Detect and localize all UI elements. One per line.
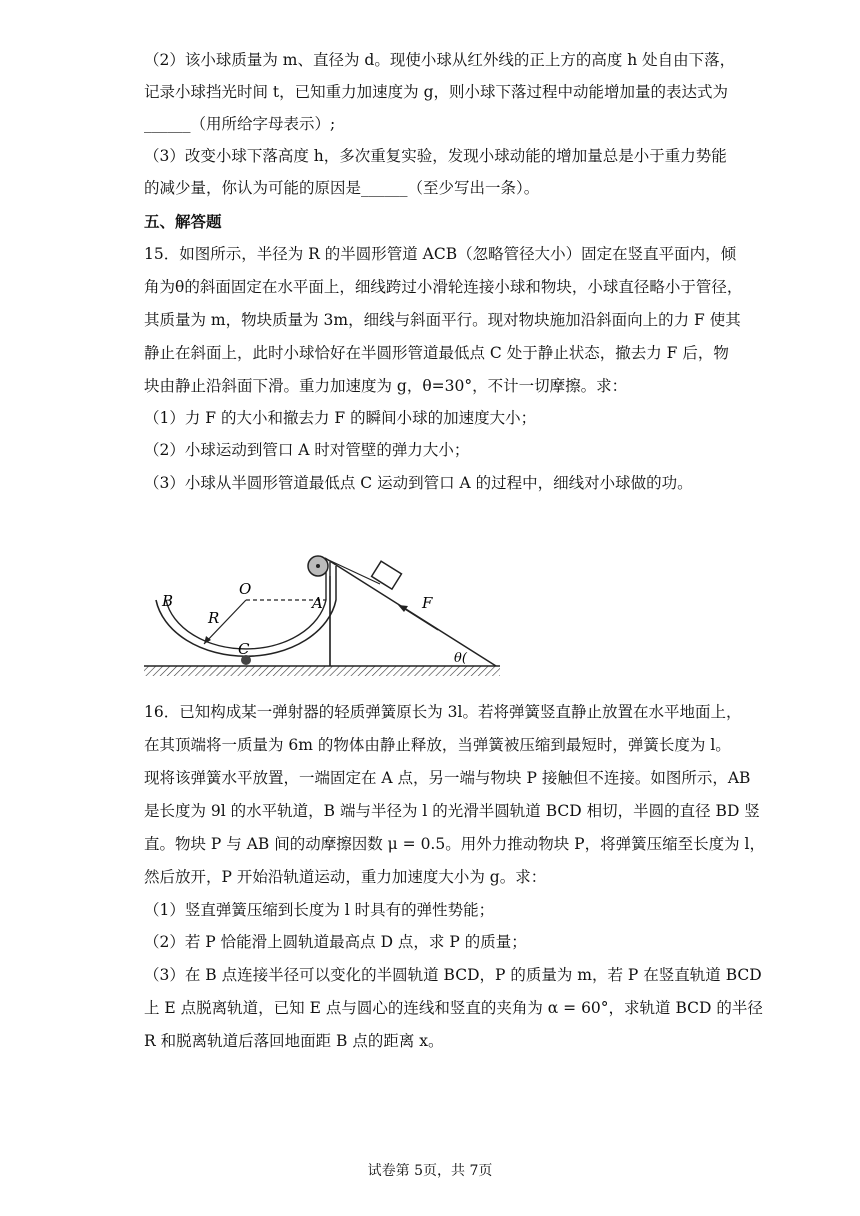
q16-sub3-line3: R 和脱离轨道后落回地面距 B 点的距离 x。 bbox=[144, 1032, 444, 1050]
page-footer: 试卷第 5页，共 7页 bbox=[367, 1163, 493, 1179]
ground-hatch bbox=[144, 666, 500, 676]
q15-line2: 角为θ的斜面固定在水平面上，细线跨过小滑轮连接小球和物块，小球直径略小于管径， bbox=[144, 278, 743, 296]
q16-line4: 是长度为 9l 的水平轨道，B 端与半径为 l 的光滑半圆轨道 BCD 相切，半圆的直径 BD 竖 bbox=[144, 802, 760, 820]
q16-line5: 直。物块 P 与 AB 间的动摩擦因数 μ = 0.5。用外力推动物块 P，将弹簧压缩至长度为 l， bbox=[144, 835, 765, 853]
q16-sub2: （2）若 P 恰能滑上圆轨道最高点 D 点，求 P 的质量； bbox=[144, 933, 527, 951]
q15-line1: 15．如图所示，半径为 R 的半圆形管道 ACB（忽略管径大小）固定在竖直平面内，倾 bbox=[144, 245, 737, 263]
q14-part3-line1: （3）改变小球下落高度 h，多次重复实验，发现小球动能的增加量总是小于重力势能 bbox=[144, 147, 727, 165]
q16-line1: 16．已知构成某一弹射器的轻质弹簧原长为 3l。若将弹簧竖直静止放置在水平地面上， bbox=[144, 703, 742, 721]
label-A: A bbox=[312, 594, 323, 612]
q14-part2-line2: 记录小球挡光时间 t，已知重力加速度为 g，则小球下落过程中动能增加量的表达式为 bbox=[144, 83, 729, 101]
q15-line3: 其质量为 m，物块质量为 3m，细线与斜面平行。现对物块施加沿斜面向上的力 F 使其 bbox=[144, 311, 741, 329]
block bbox=[372, 561, 402, 589]
q16-sub3-line1: （3）在 B 点连接半径可以变化的半圆轨道 BCD，P 的质量为 m，若 P 在竖直轨道 BCD bbox=[144, 966, 762, 984]
pulley-axle bbox=[316, 564, 320, 568]
q14-part2-line1: （2）该小球质量为 m、直径为 d。现使小球从红外线的正上方的高度 h 处自由下落， bbox=[144, 51, 736, 69]
string bbox=[320, 556, 380, 584]
label-theta: θ( bbox=[454, 651, 467, 666]
q15-figure bbox=[140, 540, 505, 680]
q16-line2: 在其顶端将一质量为 6m 的物体由静止释放，当弹簧被压缩到最短时，弹簧长度为 l。 bbox=[144, 736, 731, 754]
q16-line6: 然后放开，P 开始沿轨道运动，重力加速度大小为 g。求： bbox=[144, 868, 547, 886]
q16-sub1: （1）竖直弹簧压缩到长度为 l 时具有的弹性势能； bbox=[144, 901, 495, 919]
q15-sub3: （3）小球从半圆形管道最低点 C 运动到管口 A 的过程中，细线对小球做的功。 bbox=[144, 474, 693, 492]
q15-sub2: （2）小球运动到管口 A 时对管壁的弹力大小； bbox=[144, 441, 470, 459]
q14-part3-line2: 的减少量，你认为可能的原因是______（至少写出一条）。 bbox=[144, 179, 540, 197]
q16-sub3-line2: 上 E 点脱离轨道，已知 E 点与圆心的连线和竖直的夹角为 α = 60°，求轨道 BCD 的半径 bbox=[144, 999, 763, 1017]
label-O: O bbox=[239, 580, 252, 598]
section-heading: 五、解答题 bbox=[144, 212, 222, 231]
force-arrow-head bbox=[398, 605, 408, 612]
q16-line3: 现将该弹簧水平放置，一端固定在 A 点，另一端与物块 P 接触但不连接。如图所示，AB bbox=[144, 769, 751, 787]
label-F: F bbox=[422, 594, 433, 612]
q15-line4: 静止在斜面上，此时小球恰好在半圆形管道最低点 C 处于静止状态，撤去力 F 后，物 bbox=[144, 344, 729, 362]
label-B: B bbox=[162, 592, 174, 610]
q15-line5: 块由静止沿斜面下滑。重力加速度为 g，θ=30°，不计一切摩擦。求： bbox=[144, 377, 628, 395]
q15-sub1: （1）力 F 的大小和撤去力 F 的瞬间小球的加速度大小； bbox=[144, 409, 537, 427]
label-C: C bbox=[238, 640, 250, 658]
q14-part2-line3: ______（用所给字母表示）; bbox=[144, 115, 336, 133]
label-R: R bbox=[208, 609, 220, 627]
